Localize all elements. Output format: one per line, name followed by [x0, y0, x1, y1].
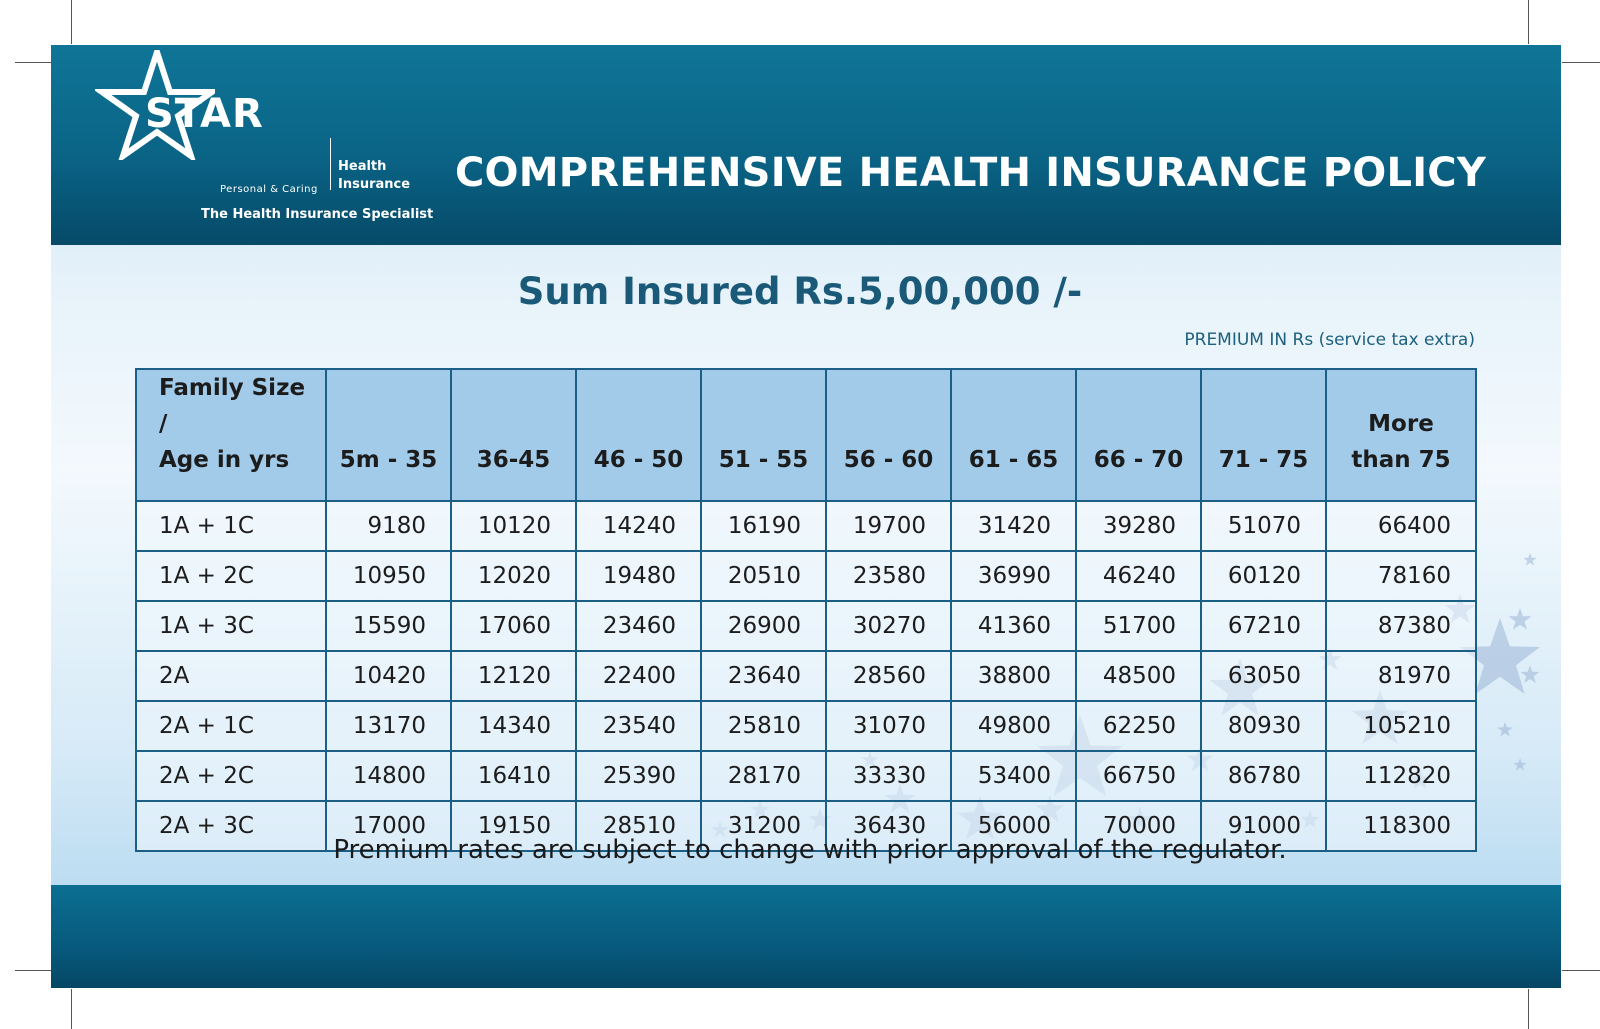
table-cell: 23640 [701, 651, 826, 701]
premium-rate-table [135, 368, 1477, 852]
column-header: 66 - 70 [1076, 369, 1201, 501]
table-cell: 15590 [326, 601, 451, 651]
table-cell: 13170 [326, 701, 451, 751]
logo-division-line1: Health [338, 159, 387, 174]
table-cell: 20510 [701, 551, 826, 601]
last-col-line2: than 75 [1351, 447, 1451, 473]
table-row [136, 501, 1476, 551]
page-title: COMPREHENSIVE HEALTH INSURANCE POLICY [455, 150, 1486, 196]
column-header: 51 - 55 [701, 369, 826, 501]
column-header: 36-45 [451, 369, 576, 501]
table-cell: 12020 [451, 551, 576, 601]
table-cell: 23460 [576, 601, 701, 651]
sum-insured-title: Sum Insured Rs.5,00,000 /- [517, 270, 1083, 313]
table-cell: 12120 [451, 651, 576, 701]
logo-division-line2: Insurance [338, 177, 411, 192]
table-cell: 70000 [1076, 801, 1201, 851]
column-header: 56 - 60 [826, 369, 951, 501]
table-cell: 87380 [1326, 601, 1476, 651]
table-cell: 14340 [451, 701, 576, 751]
table-cell: 22400 [576, 651, 701, 701]
table-cell: 112820 [1326, 751, 1476, 801]
table-cell: 118300 [1326, 801, 1476, 851]
table-cell: 28510 [576, 801, 701, 851]
table-cell: 53400 [951, 751, 1076, 801]
row-label: 1A + 2C [136, 551, 326, 601]
table-cell: 86780 [1201, 751, 1326, 801]
column-header-more-than-75 [1326, 369, 1476, 501]
logo-slogan: The Health Insurance Specialist [201, 207, 434, 222]
table-cell: 31420 [951, 501, 1076, 551]
table-cell: 33330 [826, 751, 951, 801]
table-cell: 46240 [1076, 551, 1201, 601]
last-col-line1: More [1368, 411, 1434, 437]
table-cell: 14240 [576, 501, 701, 551]
table-cell: 28560 [826, 651, 951, 701]
table-cell: 36990 [951, 551, 1076, 601]
row-label: 2A [136, 651, 326, 701]
column-header: 61 - 65 [951, 369, 1076, 501]
corner-line2: Age in yrs [159, 447, 290, 473]
table-cell: 19150 [451, 801, 576, 851]
column-header: 5m - 35 [326, 369, 451, 501]
column-header: 46 - 50 [576, 369, 701, 501]
table-cell: 39280 [1076, 501, 1201, 551]
table-cell: 80930 [1201, 701, 1326, 751]
table-cell: 66400 [1326, 501, 1476, 551]
logo-brand-text: STAR [145, 91, 264, 137]
column-header: 71 - 75 [1201, 369, 1326, 501]
row-label: 2A + 3C [136, 801, 326, 851]
table-cell: 10420 [326, 651, 451, 701]
logo-division [338, 158, 410, 194]
disclaimer-text: Premium rates are subject to change with prior approval of the regulator. [333, 835, 1287, 865]
table-cell: 81970 [1326, 651, 1476, 701]
table-cell: 23540 [576, 701, 701, 751]
logo-divider [330, 138, 331, 190]
table-cell: 56000 [951, 801, 1076, 851]
table-cell: 31200 [701, 801, 826, 851]
table-cell: 10950 [326, 551, 451, 601]
premium-note: PREMIUM IN Rs (service tax extra) [1184, 330, 1475, 350]
table-cell: 9180 [326, 501, 451, 551]
table-cell: 23580 [826, 551, 951, 601]
table-cell: 51070 [1201, 501, 1326, 551]
table-cell: 14800 [326, 751, 451, 801]
table-row [136, 701, 1476, 751]
column-header-family-size [136, 369, 326, 501]
row-label: 1A + 1C [136, 501, 326, 551]
logo-tagline: Personal & Caring [220, 184, 318, 195]
row-label: 2A + 1C [136, 701, 326, 751]
row-label: 1A + 3C [136, 601, 326, 651]
table-cell: 19480 [576, 551, 701, 601]
table-cell: 28170 [701, 751, 826, 801]
table-cell: 16410 [451, 751, 576, 801]
table-cell: 48500 [1076, 651, 1201, 701]
table-cell: 10120 [451, 501, 576, 551]
table-cell: 38800 [951, 651, 1076, 701]
row-label: 2A + 2C [136, 751, 326, 801]
table-row [136, 751, 1476, 801]
table-cell: 49800 [951, 701, 1076, 751]
table-cell: 51700 [1076, 601, 1201, 651]
table-row [136, 651, 1476, 701]
table-cell: 36430 [826, 801, 951, 851]
table-row [136, 551, 1476, 601]
table-cell: 66750 [1076, 751, 1201, 801]
table-cell: 63050 [1201, 651, 1326, 701]
table-cell: 31070 [826, 701, 951, 751]
table-cell: 17000 [326, 801, 451, 851]
table-cell: 105210 [1326, 701, 1476, 751]
table-cell: 91000 [1201, 801, 1326, 851]
table-cell: 30270 [826, 601, 951, 651]
table-cell: 26900 [701, 601, 826, 651]
table-header-row [136, 369, 1476, 501]
table-cell: 25810 [701, 701, 826, 751]
table-cell: 16190 [701, 501, 826, 551]
table-cell: 67210 [1201, 601, 1326, 651]
table-cell: 62250 [1076, 701, 1201, 751]
table-cell: 17060 [451, 601, 576, 651]
table-cell: 19700 [826, 501, 951, 551]
corner-line1: Family Size / [159, 375, 306, 437]
table-cell: 78160 [1326, 551, 1476, 601]
table-cell: 41360 [951, 601, 1076, 651]
table-row [136, 601, 1476, 651]
table-cell: 60120 [1201, 551, 1326, 601]
table-cell: 25390 [576, 751, 701, 801]
